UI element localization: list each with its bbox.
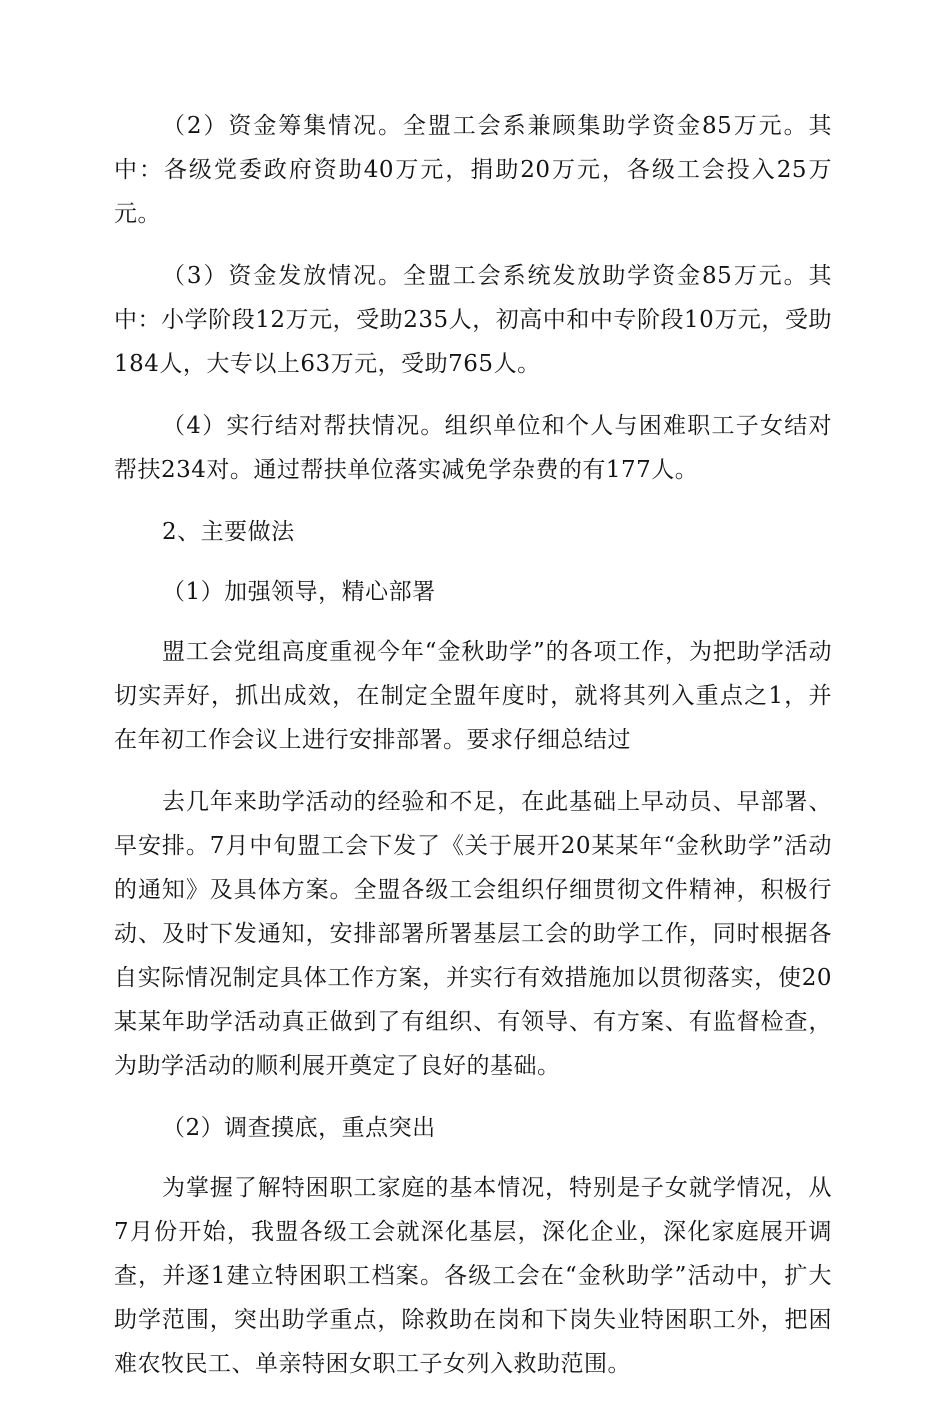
paragraph-leadership-continued: 去几年来助学活动的经验和不足，在此基础上早动员、早部署、早安排。7月中旬盟工会下发了《关于展开20某某年“金秋助学”活动的通知》及具体方案。全盟各级工会组织仔细贯彻文件精神，积极行动、及时下发通知，安排部署所署基层工会的助学工作，同时根据各自实际情况制定具体工作方案，并实行有效措施加以贯彻落实，使20某某年助学活动真正做到了有组织、有领导、有方案、有监督检查，为助学活动的顺利展开奠定了良好的基础。 bbox=[114, 789, 832, 1079]
subheading-leadership: （1）加强领导，精心部署 bbox=[162, 579, 436, 605]
paragraph-leadership-body: 盟工会党组高度重视今年“金秋助学”的各项工作，为把助学活动切实弄好，抓出成效，在制定全盟年度时，就将其列入重点之1，并在年初工作会议上进行安排部署。要求仔细总结过 bbox=[114, 639, 832, 753]
paragraph-fund-raising: （2）资金筹集情况。全盟工会系兼顾集助学资金85万元。其中：各级党委政府资助40万元，捐助20万元，各级工会投入25万元。 bbox=[114, 113, 832, 227]
paragraph-pairing-assistance: （4）实行结对帮扶情况。组织单位和个人与困难职工子女结对帮扶234对。通过帮扶单位落实减免学杂费的有177人。 bbox=[114, 413, 832, 483]
section-heading-main-practices: 2、主要做法 bbox=[162, 519, 295, 545]
paragraph-investigation-body: 为掌握了解特困职工家庭的基本情况，特别是子女就学情况，从7月份开始，我盟各级工会就深化基层，深化企业，深化家庭展开调查，并逐1建立特困职工档案。各级工会在“金秋助学”活动中，扩大助学范围，突出助学重点，除救助在岗和下岗失业特困职工外，把困难农牧民工、单亲特困女职工子女列入救助范围。 bbox=[114, 1175, 832, 1377]
paragraph-fund-distribution: （3）资金发放情况。全盟工会系统发放助学资金85万元。其中：小学阶段12万元，受助235人，初高中和中专阶段10万元，受助184人，大专以上63万元，受助765人。 bbox=[114, 263, 832, 377]
document-page bbox=[114, 104, 832, 1404]
subheading-investigation: （2）调查摸底，重点突出 bbox=[162, 1115, 436, 1141]
